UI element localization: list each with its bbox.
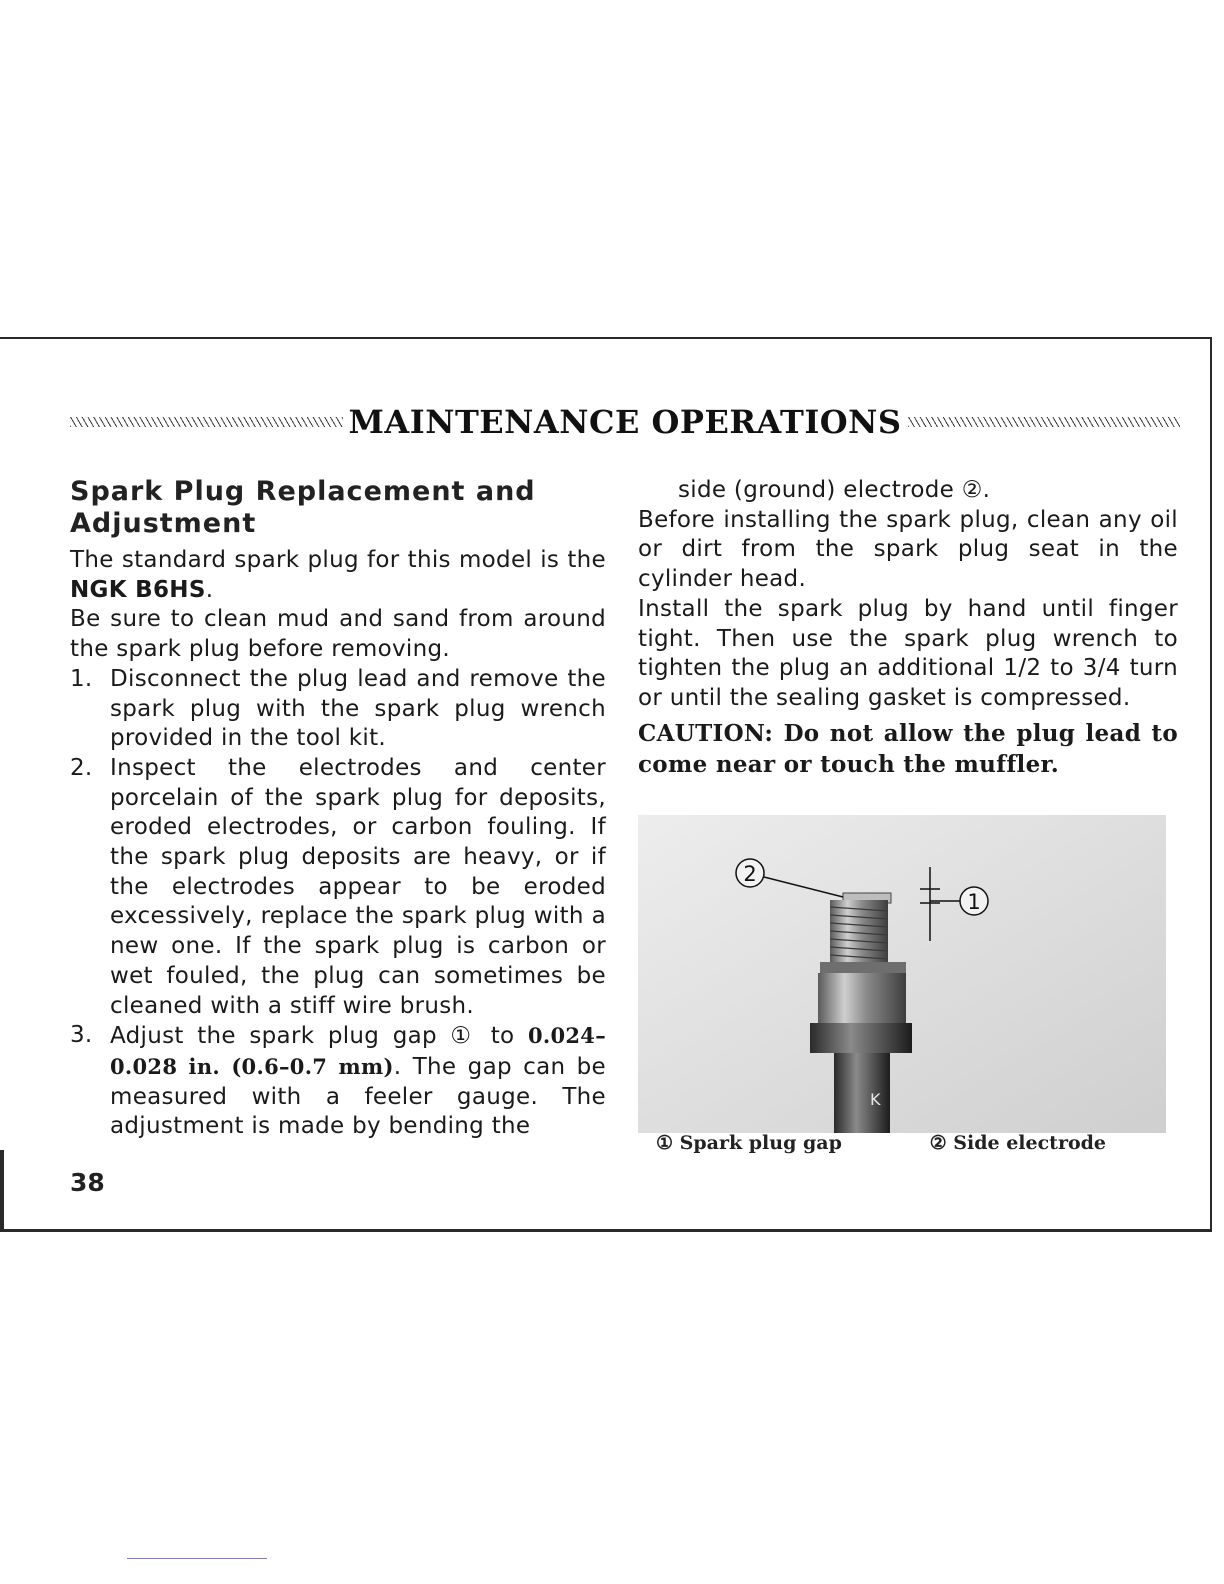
scan-mark: [127, 1558, 267, 1559]
caption-spark-plug-gap: ① Spark plug gap: [656, 1132, 842, 1154]
figure-caption: [656, 1132, 1106, 1154]
caution-text: CAUTION: Do not allow the plug lead to come near or touch the muffler.: [638, 719, 1178, 778]
before-installing-paragraph: Before installing the spark plug, clean any oil or dirt from the spark plug seat in the cylinder head.: [638, 506, 1178, 593]
step-number: 1.: [70, 665, 93, 692]
list-item: [70, 1021, 606, 1142]
header-hatch-right: [908, 417, 1181, 427]
plug-insulator: [834, 1053, 890, 1133]
section-header: [70, 402, 1180, 442]
section-title-line1: Spark Plug Replacement and: [70, 476, 536, 507]
page-frame-left: [0, 1150, 4, 1232]
intro-end: .: [205, 576, 214, 603]
plug-hex-nut: [810, 1023, 912, 1053]
step-number: 3.: [70, 1022, 93, 1049]
list-item: [70, 665, 606, 754]
page-number: 38: [70, 1168, 105, 1197]
step-text: Inspect the electrodes and center porcelain of the spark plug for deposits, eroded electrodes, or carbon fouling. If the spark plug deposits are heavy, or if the electrodes appear to be eroded excessively, replace the spark plug with a new one. If the spark plug is carbon or wet fouled, the plug can sometimes be cleaned with a stiff wire brush.: [110, 754, 606, 1019]
step-text: Disconnect the plug lead and remove the spark plug with the spark plug wrench provided in the tool kit.: [110, 665, 606, 752]
plug-model: NGK B6HS: [70, 576, 206, 603]
left-column: [70, 476, 606, 1142]
gap-mm: (0.6–0.7 mm): [231, 1053, 394, 1079]
callout1-label: 1: [967, 890, 981, 914]
step-number: 2.: [70, 754, 93, 781]
page-frame-top: [0, 337, 1212, 339]
section-title: [70, 476, 606, 540]
step-text-space: [220, 1054, 231, 1080]
intro-paragraph: [70, 546, 606, 605]
callout2-label: 2: [743, 862, 757, 886]
list-item: [70, 754, 606, 1021]
intro-text: The standard spark plug for this model is the: [70, 547, 606, 573]
step-text-end: . The gap can be measured with a feeler gauge. The adjustment is made by bending the: [110, 1053, 607, 1140]
page-frame-right: [1210, 337, 1212, 1232]
right-column: [638, 476, 1178, 780]
page-frame-bottom: [0, 1229, 1212, 1232]
steps-list: [70, 665, 606, 1142]
spark-plug-photo: [638, 815, 1166, 1133]
install-paragraph: Install the spark plug by hand until finger tight. Then use the spark plug wrench to tighten the plug an additional 1/2 to 3/4 turn or until the sealing gasket is compressed.: [638, 595, 1178, 711]
plug-washer: [820, 962, 906, 974]
plug-body: [818, 973, 906, 1023]
step-text: Adjust the spark plug gap ① to: [110, 1023, 528, 1050]
header-hatch-left: [70, 417, 343, 427]
continuation-text: side (ground) electrode ②.: [678, 477, 991, 503]
gap-inches: 0.024–0.028 in.: [110, 1023, 606, 1079]
header-title: MAINTENANCE OPERATIONS: [348, 403, 902, 441]
plug-insulator-mark: K: [870, 1090, 881, 1109]
section-title-line2: Adjustment: [70, 508, 257, 539]
clean-note: Be sure to clean mud and sand from around the spark plug before removing.: [70, 606, 606, 663]
caption-side-electrode: ② Side electrode: [929, 1132, 1106, 1154]
